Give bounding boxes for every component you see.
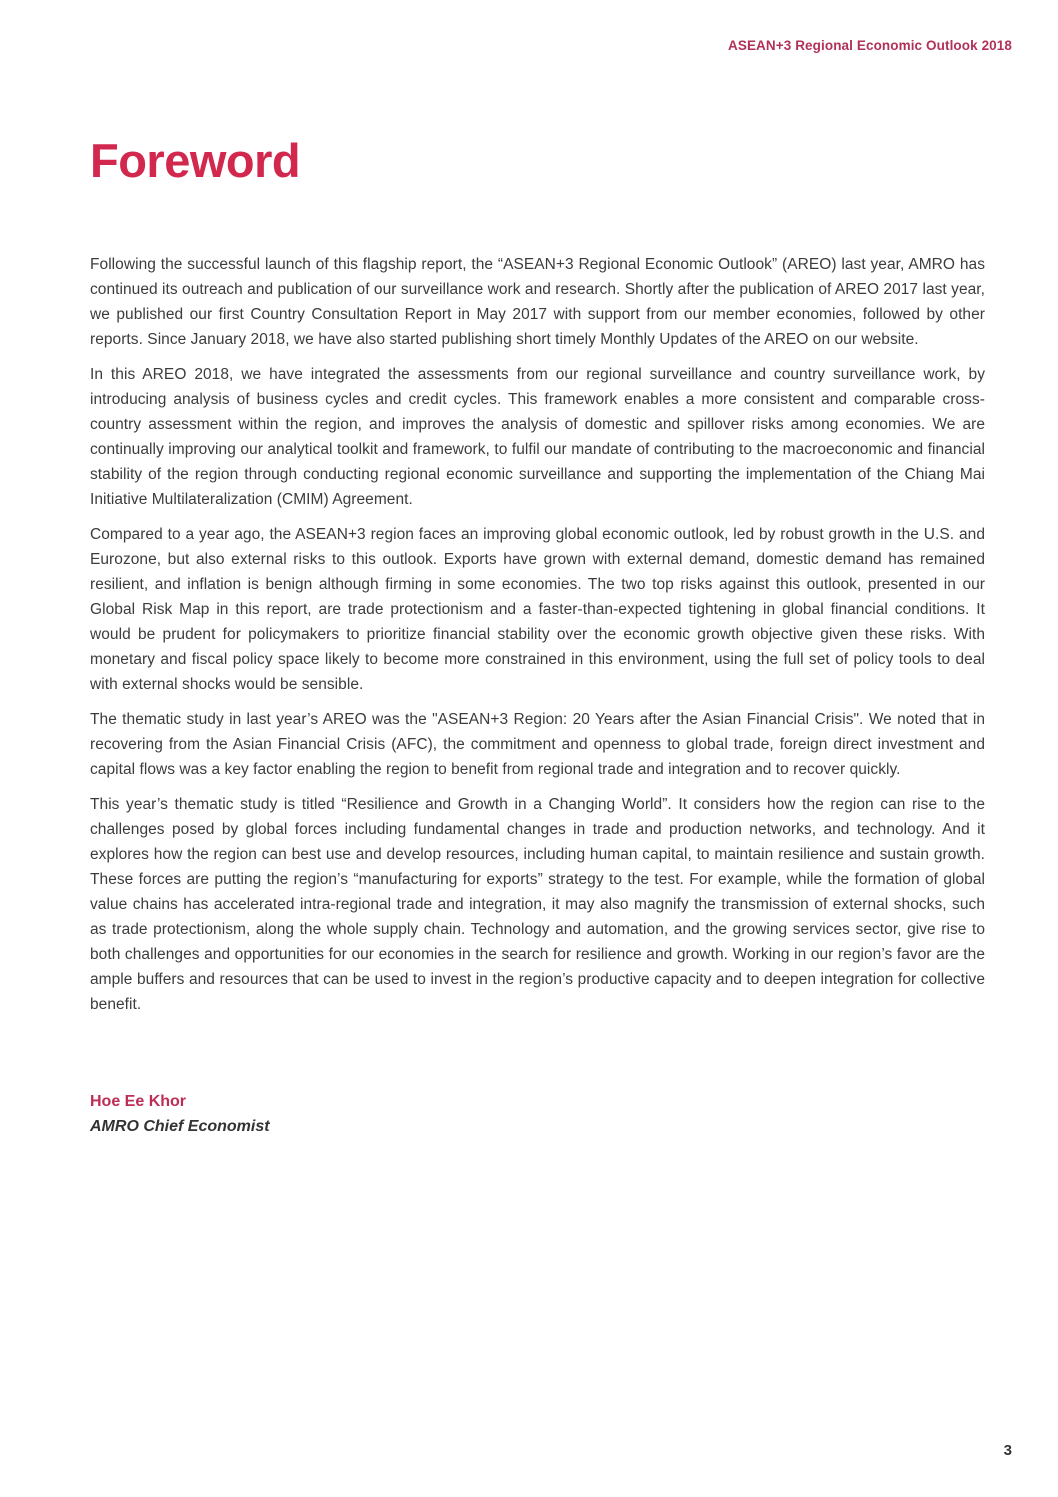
page-title: Foreword — [90, 134, 301, 188]
paragraph-3: Compared to a year ago, the ASEAN+3 region faces an improving global economic outlook, led by robust growth in the U.S. and Eurozone, but also external risks to this outlook. Exports have grown with external demand, domestic demand has remained resilient, and inflation is benign although firming in some economies. The two top risks against this outlook, presented in our Global Risk Map in this report, are trade protectionism and a faster-than-expected tightening in global financial conditions. It would be prudent for policymakers to prioritize financial stability over the economic growth objective given these risks. With monetary and fiscal policy space likely to become more constrained in this environment, using the full set of policy tools to deal with external shocks would be sensible. — [90, 526, 985, 693]
foreword-body — [90, 252, 985, 1027]
signature-role: AMRO Chief Economist — [90, 1118, 270, 1135]
paragraph-4: The thematic study in last year’s AREO was the "ASEAN+3 Region: 20 Years after the Asian Financial Crisis". We noted that in recovering from the Asian Financial Crisis (AFC), the commitment and openness to global trade, foreign direct investment and capital flows was a key factor enabling the region to benefit from regional trade and integration and to recover quickly. — [90, 711, 985, 778]
paragraph-2: In this AREO 2018, we have integrated the assessments from our regional surveillance and country surveillance work, by introducing analysis of business cycles and credit cycles. This framework enables a more consistent and comparable cross-country assessment within the region, and improves the analysis of domestic and spillover risks among economies. We are continually improving our analytical toolkit and framework, to fulfil our mandate of contributing to the macroeconomic and financial stability of the region through conducting regional economic surveillance and supporting the implementation of the Chiang Mai Initiative Multilateralization (CMIM) Agreement. — [90, 366, 985, 508]
paragraph-5: This year’s thematic study is titled “Resilience and Growth in a Changing World”. It considers how the region can rise to the challenges posed by global forces including fundamental changes in trade and production networks, and technology. And it explores how the region can best use and develop resources, including human capital, to maintain resilience and sustain growth. These forces are putting the region’s “manufacturing for exports” strategy to the test. For example, while the formation of global value chains has accelerated intra-regional trade and integration, it may also magnify the transmission of external shocks, such as trade protectionism, along the whole supply chain. Technology and automation, and the growing services sector, give rise to both challenges and opportunities for our economies in the search for resilience and growth. Working in our region’s favor are the ample buffers and resources that can be used to invest in the region’s productive capacity and to deepen integration for collective benefit. — [90, 796, 985, 1013]
signature-block — [90, 1089, 270, 1139]
page-number: 3 — [1003, 1442, 1012, 1459]
signature-name: Hoe Ee Khor — [90, 1093, 187, 1110]
paragraph-1: Following the successful launch of this flagship report, the “ASEAN+3 Regional Economic Outlook” (AREO) last year, AMRO has continued its outreach and publication of our surveillance work and research. Shortly after the publication of AREO 2017 last year, we published our first Country Consultation Report in May 2017 with support from our member economies, followed by other reports. Since January 2018, we have also started publishing short timely Monthly Updates of the AREO on our website. — [90, 256, 985, 348]
running-header: ASEAN+3 Regional Economic Outlook 2018 — [728, 38, 1012, 53]
